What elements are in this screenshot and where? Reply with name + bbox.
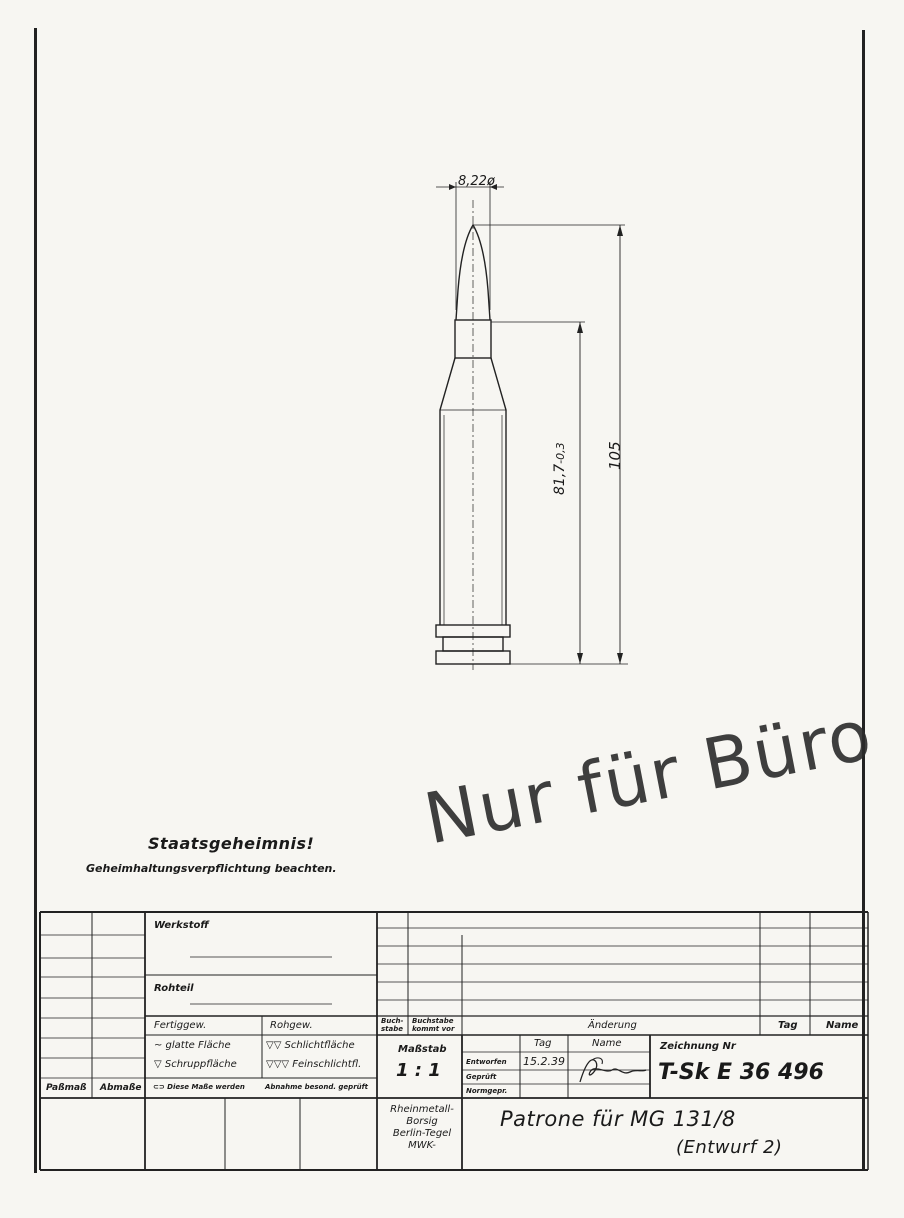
schlichtflaeche-label: ▽▽ Schlichtfläche bbox=[266, 1040, 355, 1051]
notice-subtitle: Geheimhaltungsverpflichtung beachten. bbox=[86, 862, 337, 875]
tag-col-label: Tag bbox=[534, 1038, 552, 1049]
rohteil-label: Rohteil bbox=[154, 983, 194, 994]
cartridge-drawing bbox=[400, 170, 660, 680]
dim-diameter-label bbox=[458, 174, 495, 189]
entworfen-label: Entworfen bbox=[466, 1058, 507, 1066]
company-line-2: Borsig bbox=[406, 1116, 438, 1127]
normgepr-label: Normgepr. bbox=[466, 1087, 508, 1095]
buchstabe-label: Buch-stabe bbox=[381, 1017, 404, 1033]
massstab-value: 1 : 1 bbox=[396, 1060, 441, 1081]
tag-header-label: Tag bbox=[778, 1020, 798, 1031]
name-col-label: Name bbox=[592, 1038, 622, 1049]
draft-date: 15.2.39 bbox=[523, 1055, 565, 1068]
zeichnung-nr-value: T-Sk E 36 496 bbox=[658, 1060, 824, 1085]
dim-diameter-value: 8,22 bbox=[458, 174, 487, 189]
company-block bbox=[382, 1104, 462, 1152]
name-header-label: Name bbox=[826, 1020, 859, 1031]
abmasse-label: Abmaße bbox=[100, 1083, 142, 1093]
aenderung-label: Änderung bbox=[588, 1020, 637, 1031]
massstab-label: Maßstab bbox=[398, 1044, 447, 1055]
buchstabe-kommt-label: Buchstabe kommt vor bbox=[412, 1017, 455, 1033]
dim-case-tolerance: -0,3 bbox=[554, 442, 567, 464]
rohgew-label: Rohgew. bbox=[270, 1020, 313, 1031]
office-stamp: Nur für Büro bbox=[418, 693, 880, 861]
passmass-label: Paßmaß bbox=[46, 1083, 87, 1093]
drawing-subtitle: (Entwurf 2) bbox=[676, 1137, 783, 1158]
zeichnung-nr-label: Zeichnung Nr bbox=[660, 1041, 736, 1052]
feinschlichtflaeche-label: ▽▽▽ Feinschlichtfl. bbox=[266, 1059, 362, 1070]
company-line-4: MWK- bbox=[408, 1140, 436, 1151]
sheet-left-border bbox=[34, 28, 37, 1173]
glatte-flaeche-label: ~ glatte Fläche bbox=[154, 1040, 231, 1051]
dim-diameter-symbol: ø bbox=[486, 174, 495, 189]
mass-note: ⊂⊃ Diese Maße werden bbox=[153, 1083, 245, 1091]
werkstoff-label: Werkstoff bbox=[154, 920, 209, 931]
dim-case-length-label bbox=[552, 442, 568, 495]
sheet-right-border bbox=[862, 30, 865, 1170]
schruppflaeche-label: ▽ Schruppfläche bbox=[154, 1059, 237, 1070]
dim-total-length-label: 105 bbox=[606, 441, 624, 470]
notice-title: Staatsgeheimnis! bbox=[148, 834, 315, 853]
mass-note-text: Diese Maße werden bbox=[167, 1083, 245, 1091]
drawing-title: Patrone für MG 131/8 bbox=[500, 1107, 736, 1131]
abnahme-note: Abnahme besond. geprüft bbox=[265, 1083, 369, 1091]
company-line-1: Rheinmetall- bbox=[390, 1104, 454, 1115]
signature-icon bbox=[572, 1052, 648, 1088]
company-line-3: Berlin-Tegel bbox=[392, 1128, 452, 1139]
dim-case-length-value: 81,7 bbox=[552, 463, 568, 495]
geprueft-label: Geprüft bbox=[466, 1073, 497, 1081]
fertiggew-label: Fertiggew. bbox=[154, 1020, 207, 1031]
